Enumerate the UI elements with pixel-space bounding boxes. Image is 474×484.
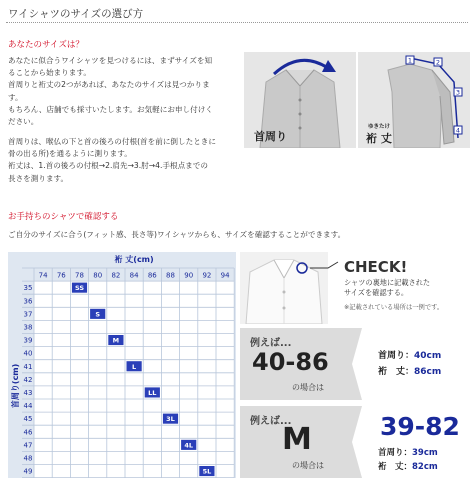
title-divider xyxy=(6,22,468,23)
neck-row-label: 49 xyxy=(23,467,33,476)
size-label: SS xyxy=(74,284,85,293)
neck-row-label: 47 xyxy=(23,441,33,450)
sleeve-col-label: 80 xyxy=(93,271,103,280)
sleeve-col-label: 78 xyxy=(75,271,84,280)
example-result-code: 39-82 xyxy=(380,412,460,441)
sleeve-col-label: 76 xyxy=(56,271,66,280)
neck-result: 首周り：40cm xyxy=(378,351,442,361)
size-label: S xyxy=(95,310,101,319)
neck-row-label: 36 xyxy=(23,297,33,306)
neck-row-label: 37 xyxy=(23,310,33,319)
section-heading-check-shirt: お手持ちのシャツで確認する xyxy=(8,212,119,222)
marker-1: 1 xyxy=(407,56,413,65)
check-panel xyxy=(240,252,468,324)
size-label: M xyxy=(112,336,120,345)
section-heading-your-size: あなたのサイズは？ xyxy=(8,40,84,50)
marker-3: 3 xyxy=(455,88,461,97)
size-grid xyxy=(8,252,236,478)
marker-4: 4 xyxy=(455,126,461,135)
neck-row-label: 48 xyxy=(23,454,33,463)
neck-row-label: 41 xyxy=(23,362,33,371)
neck-row-label: 40 xyxy=(23,349,33,358)
example-case-text: の場合は xyxy=(292,461,324,470)
sleeve-result: 裄 丈：86cm xyxy=(378,367,442,377)
neck-row-label: 43 xyxy=(23,388,33,397)
size-label: 5L xyxy=(202,467,212,476)
grid-body xyxy=(34,281,234,478)
sleeve-result: 裄 丈：82cm xyxy=(378,462,438,472)
example-code: 40-86 xyxy=(252,348,329,376)
neck-row-label: 42 xyxy=(23,375,33,384)
neck-row-label: 44 xyxy=(23,402,33,411)
sleeve-header: 裄 丈(cm) xyxy=(114,255,154,264)
neck-row-label: 39 xyxy=(23,336,33,345)
check-intro-text: ご自分のサイズに合う(フィット感、長さ等)ワイシャツからも、サイズを確認することができます。 xyxy=(8,230,346,239)
neck-header: 首周り(cm) xyxy=(11,363,20,409)
neck-row-label: 35 xyxy=(23,284,33,293)
neck-measure-illustration xyxy=(244,52,356,148)
measure-paragraph: 首周りは、喉仏の下と首の後ろの付根(首を前に倒したときに 骨の出る所)を通るように測ります。 裄丈は、1.首の後ろの付根→2.肩先→3.肘→4.手根点までの 長さを測ります。 xyxy=(8,137,216,183)
check-title: CHECK! xyxy=(344,258,408,276)
sleeve-col-label: 74 xyxy=(38,271,48,280)
sleeve-col-label: 92 xyxy=(202,271,212,280)
size-label: 4L xyxy=(184,441,194,450)
sleeve-col-label: 88 xyxy=(166,271,175,280)
sleeve-col-label: 86 xyxy=(147,271,157,280)
example-code: M xyxy=(282,422,312,457)
example-case-text: の場合は xyxy=(292,383,324,392)
size-label: 3L xyxy=(166,415,175,424)
page-title: ワイシャツのサイズの選び方 xyxy=(8,8,144,20)
neck-row-label: 38 xyxy=(23,323,33,332)
sleeve-col-label: 84 xyxy=(129,271,139,280)
sleeve-col-label: 94 xyxy=(220,271,230,280)
size-label: L xyxy=(132,362,137,371)
sleeve-col-label: 90 xyxy=(184,271,194,280)
pointer-line-icon xyxy=(310,258,340,278)
neck-row-label: 46 xyxy=(23,428,33,437)
sleeve-caption: 裄 丈 xyxy=(366,132,392,145)
neck-caption: 首周り xyxy=(254,130,287,143)
marker-2: 2 xyxy=(435,58,441,67)
example-40-86 xyxy=(240,328,468,400)
intro-paragraph: あなたに似合うワイシャツを見つけるには、まずサイズを知 ることから始まります。 首周りと裄丈の2つがあれば、あなたのサイズは見つかりま す。 もちろん、店舗でも採寸いたします。お気軽にお申し付けく ださい。 xyxy=(8,56,213,127)
neck-result: 首周り：39cm xyxy=(378,448,438,458)
check-instruction: シャツの裏地に記載された サイズを確認する。 xyxy=(344,278,431,297)
sleeve-measure-illustration xyxy=(358,52,470,148)
check-note: ※記載されている場所は一例です。 xyxy=(344,304,444,311)
example-lead: 例えば... xyxy=(250,416,292,427)
sleeve-caption-ruby: ゆきたけ xyxy=(368,124,391,130)
example-lead: 例えば... xyxy=(250,338,292,349)
size-label: LL xyxy=(148,388,157,397)
size-table xyxy=(8,252,236,478)
sleeve-col-label: 82 xyxy=(111,271,121,280)
neck-row-label: 45 xyxy=(23,415,33,424)
example-m xyxy=(240,406,468,478)
